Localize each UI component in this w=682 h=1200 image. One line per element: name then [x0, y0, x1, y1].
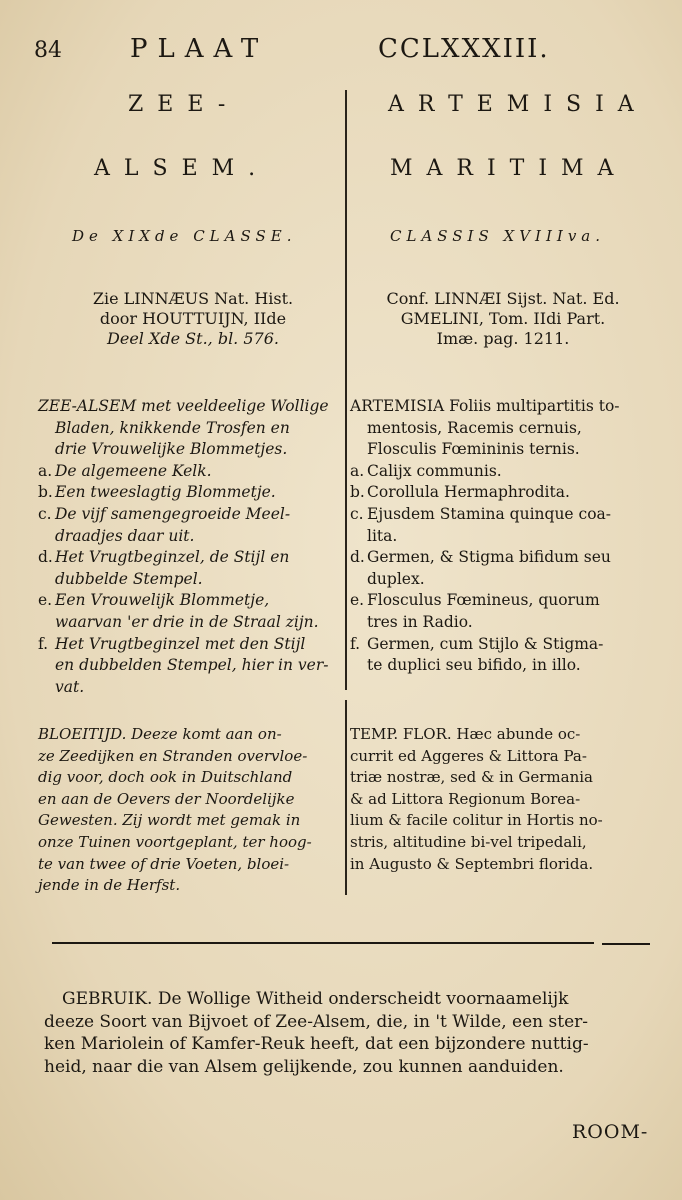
temp-flor-line: lium & facile colitur in Hortis no-: [350, 811, 603, 830]
page-number: 84: [34, 38, 62, 63]
column-divider-lower: [345, 700, 347, 895]
item-label: c.: [350, 504, 364, 523]
description-line: Bladen, knikkende Trosfen en: [55, 418, 290, 437]
left-ref-line: door HOUTTUIJN, IIde: [99, 309, 287, 328]
gebruik-line: ken Mariolein of Kamfer-Reuk heeft, dat een bijzondere nuttig-: [44, 1034, 589, 1054]
item-label: a.: [38, 461, 53, 480]
bloeitijd-line: onze Tuinen voortgeplant, ter hoog-: [38, 832, 312, 851]
description-line: vat.: [55, 677, 85, 696]
left-classe: De XIXde CLASSE.: [72, 227, 297, 245]
item-label: c.: [38, 504, 52, 523]
item-label: d.: [38, 548, 53, 567]
item-label: d.: [350, 548, 365, 567]
bloeitijd-line: ze Zeedijken en Stranden overvloe-: [38, 746, 308, 765]
catchword: ROOM-: [572, 1121, 649, 1143]
description-line: dubbelde Stempel.: [55, 569, 203, 588]
plate-numeral: CCLXXXIII.: [378, 34, 550, 64]
description-line: Flosculis Fœmininis ternis.: [367, 440, 580, 459]
right-ref-line: GMELINI, Tom. IIdi Part.: [400, 309, 606, 328]
left-ref-line: Zie LINNÆUS Nat. Hist.: [92, 289, 294, 308]
bloeitijd-line: BLOEITIJD. Deeze komt aan on-: [38, 725, 282, 743]
gebruik-line: GEBRUIK. De Wollige Witheid onderscheidt voornaamelijk: [62, 989, 569, 1009]
description-line: Ejusdem Stamina quinque coa-: [367, 504, 612, 523]
right-title-line1: ARTEMISIA: [388, 92, 648, 117]
description-line: Corollula Hermaphrodita.: [367, 483, 570, 502]
gebruik-paragraph: [44, 988, 654, 1078]
left-bloeitijd: [38, 724, 343, 897]
right-temp-flor: [350, 724, 655, 875]
description-line: Calijx communis.: [367, 461, 502, 480]
temp-flor-line: TEMP. FLOR. Hæc abunde oc-: [350, 725, 581, 743]
bloeitijd-line: te van twee of drie Voeten, bloei-: [38, 854, 290, 873]
item-label: f.: [38, 634, 49, 653]
item-label: b.: [38, 483, 53, 502]
description-line: draadjes daar uit.: [55, 526, 195, 545]
bloeitijd-line: jende in de Herfst.: [38, 876, 181, 895]
description-line: waarvan 'er drie in de Straal zijn.: [55, 612, 319, 631]
gebruik-line: deeze Soort van Bijvoet of Zee-Alsem, die, in 't Wilde, een ster-: [44, 1011, 589, 1032]
bloeitijd-line: en aan de Oevers der Noordelijke: [38, 789, 295, 808]
right-reference: [348, 289, 658, 349]
temp-flor-line: in Augusto & Septembri florida.: [350, 854, 594, 873]
left-ref-line: Deel Xde St., bl. 576.: [107, 329, 279, 348]
description-line: tres in Radio.: [367, 612, 473, 631]
gebruik-line: heid, naar die van Alsem gelijkende, zou kunnen aanduiden.: [44, 1056, 564, 1077]
temp-flor-line: triæ nostræ, sed & in Germania: [350, 768, 593, 787]
bloeitijd-line: Gewesten. Zij wordt met gemak in: [38, 811, 301, 830]
description-line: Een Vrouwelijk Blommetje,: [55, 591, 270, 610]
temp-flor-line: & ad Littora Regionum Borea-: [350, 789, 581, 808]
item-label: e.: [350, 591, 365, 610]
horizontal-rule-short: [602, 943, 650, 945]
description-line: ARTEMISIA Foliis multipartitis to-: [350, 397, 620, 415]
plate-title: PLAAT: [130, 34, 269, 64]
description-line: mentosis, Racemis cernuis,: [367, 418, 582, 437]
right-title-line2: MARITIMA: [390, 156, 628, 181]
bloeitijd-line: dig voor, doch ook in Duitschland: [38, 768, 293, 787]
horizontal-rule: [52, 942, 594, 944]
left-reference: [48, 289, 338, 349]
description-line: Germen, & Stigma bifidum seu: [367, 548, 611, 567]
description-line: en dubbelden Stempel, hier in ver-: [55, 656, 329, 675]
description-line: Een tweeslagtig Blommetje.: [55, 483, 276, 502]
description-line: De vijf samengegroeide Meel-: [55, 504, 291, 523]
right-ref-line: Conf. LINNÆI Sijst. Nat. Ed.: [386, 289, 620, 308]
temp-flor-line: stris, altitudine bi-vel tripedali,: [350, 832, 587, 851]
description-line: De algemeene Kelk.: [55, 461, 212, 480]
description-line: Flosculus Fœmineus, quorum: [367, 591, 600, 610]
left-description: [38, 396, 338, 698]
description-line: duplex.: [367, 569, 425, 588]
item-label: a.: [350, 461, 365, 480]
column-divider-upper: [345, 90, 347, 690]
description-line: drie Vrouwelijke Blommetjes.: [55, 440, 288, 459]
description-line: Germen, cum Stijlo & Stigma-: [367, 634, 604, 653]
temp-flor-line: currit ed Aggeres & Littora Pa-: [350, 746, 587, 765]
right-description: [350, 396, 650, 677]
left-title-line1: ZEE-: [128, 92, 240, 117]
item-label: f.: [350, 634, 361, 653]
description-line: te duplici seu bifido, in illo.: [367, 656, 581, 675]
description-line: lita.: [367, 526, 398, 545]
right-ref-line: Imæ. pag. 1211.: [436, 329, 570, 348]
description-line: Het Vrugtbeginzel, de Stijl en: [55, 548, 290, 567]
item-label: e.: [38, 591, 53, 610]
description-line: ZEE-ALSEM met veeldeelige Wollige: [38, 397, 329, 415]
item-label: b.: [350, 483, 365, 502]
description-line: Het Vrugtbeginzel met den Stijl: [55, 634, 306, 653]
right-classe: CLASSIS XVIIIva.: [390, 227, 605, 245]
left-title-line2: ALSEM.: [94, 156, 270, 181]
